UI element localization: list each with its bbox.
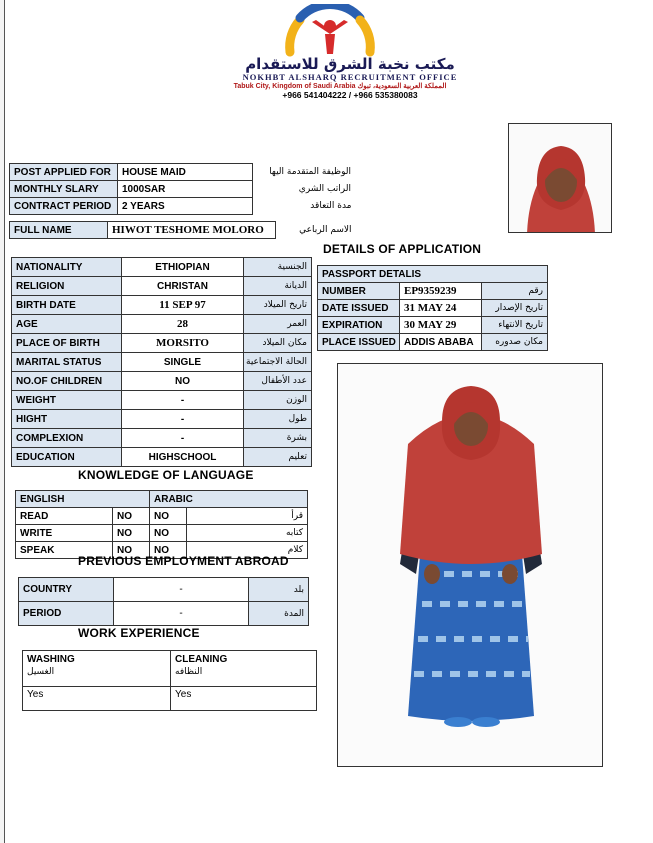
passport-label-arabic: تاريخ الانتهاء — [482, 317, 548, 334]
detail-label-arabic: طول — [244, 410, 312, 429]
work-column-cleaning — [171, 651, 317, 687]
abroad-value: - — [114, 578, 249, 602]
passport-label-arabic: تاريخ الإصدار — [482, 300, 548, 317]
passport-table — [317, 265, 548, 351]
language-skill-arabic: كتابه — [187, 525, 308, 542]
passport-value: 30 MAY 29 — [400, 317, 482, 334]
table-row — [16, 508, 308, 525]
language-skill: SPEAK — [16, 542, 113, 559]
brand-name-arabic: مكتب نخبة الشرق للاستقدام — [245, 55, 455, 73]
table-row — [10, 222, 356, 239]
abroad-table — [18, 577, 309, 626]
detail-label: COMPLEXION — [12, 429, 122, 448]
detail-label: NATIONALITY — [12, 258, 122, 277]
detail-label: NO.OF CHILDREN — [12, 372, 122, 391]
page-edge — [0, 0, 5, 843]
full-name-arabic: الاسم الرباعي — [299, 225, 352, 235]
detail-label-arabic: الديانة — [244, 277, 312, 296]
detail-label-arabic: بشرة — [244, 429, 312, 448]
table-row — [318, 300, 548, 317]
abroad-label: COUNTRY — [19, 578, 114, 602]
arabic-level: NO — [150, 542, 187, 559]
detail-label: MARITAL STATUS — [12, 353, 122, 372]
detail-value: NO — [122, 372, 244, 391]
language-skill: WRITE — [16, 525, 113, 542]
detail-label: EDUCATION — [12, 448, 122, 467]
table-row — [12, 258, 312, 277]
detail-label-arabic: تعليم — [244, 448, 312, 467]
passport-label: DATE ISSUED — [318, 300, 400, 317]
full-name-table — [9, 221, 356, 239]
table-row — [12, 277, 312, 296]
language-col-arabic: ARABIC — [150, 491, 308, 508]
passport-label-arabic: مكان صدوره — [482, 334, 548, 351]
table-row — [12, 372, 312, 391]
abroad-label-arabic: المدة — [249, 602, 309, 626]
detail-value: - — [122, 410, 244, 429]
work-skill-english: WASHING — [27, 654, 75, 665]
job-label: MONTHLY SLARY — [10, 181, 118, 198]
job-label-arabic: الوظيفة المتقدمة اليها — [269, 167, 351, 177]
job-value: 2 YEARS — [118, 198, 253, 215]
brand-name-english: NOKHBT ALSHARQ RECRUITMENT OFFICE — [242, 72, 458, 82]
table-row — [318, 283, 548, 300]
detail-value: - — [122, 429, 244, 448]
detail-label: BIRTH DATE — [12, 296, 122, 315]
detail-value: HIGHSCHOOL — [122, 448, 244, 467]
work-table — [22, 650, 317, 711]
brand-location: Tabuk City, Kingdom of Saudi Arabia المملكة العربية السعودية، تبوك — [233, 83, 447, 90]
job-table — [9, 163, 356, 215]
passport-title: PASSPORT DETALIS — [318, 266, 548, 283]
detail-value: MORSITO — [122, 334, 244, 353]
job-label-arabic: الراتب الشري — [298, 184, 351, 194]
passport-label: PLACE ISSUED — [318, 334, 400, 351]
passport-value: ADDIS ABABA — [400, 334, 482, 351]
detail-label: PLACE OF BIRTH — [12, 334, 122, 353]
work-heading: WORK EXPERIENCE — [78, 626, 200, 640]
portrait-photo — [508, 123, 612, 233]
table-row — [12, 429, 312, 448]
language-col-english: ENGLISH — [16, 491, 150, 508]
detail-label-arabic: الحالة الاجتماعية — [244, 353, 312, 372]
work-skill-arabic: الغسيل — [27, 667, 55, 677]
table-row — [12, 410, 312, 429]
full-name-label: FULL NAME — [10, 222, 108, 239]
brand-phones: +966 541404222 / +966 535380083 — [282, 90, 418, 100]
detail-value: 28 — [122, 315, 244, 334]
passport-label-arabic: رقم — [482, 283, 548, 300]
job-value: 1000SAR — [118, 181, 253, 198]
full-name-value: HIWOT TESHOME MOLORO — [108, 222, 276, 239]
language-table — [15, 490, 308, 559]
abroad-label: PERIOD — [19, 602, 114, 626]
arabic-level: NO — [150, 508, 187, 525]
table-row — [19, 578, 309, 602]
english-level: NO — [113, 508, 150, 525]
table-row — [10, 164, 356, 181]
job-label-arabic: مدة التعاقد — [310, 201, 352, 211]
job-label: POST APPLIED FOR — [10, 164, 118, 181]
language-skill-arabic: قرأ — [187, 508, 308, 525]
passport-label: EXPIRATION — [318, 317, 400, 334]
language-skill: READ — [16, 508, 113, 525]
table-row — [12, 334, 312, 353]
detail-value: - — [122, 391, 244, 410]
work-value: Yes — [171, 687, 317, 711]
detail-value: CHRISTAN — [122, 277, 244, 296]
arabic-level: NO — [150, 525, 187, 542]
work-skill-arabic: النظافه — [175, 667, 203, 677]
table-row — [318, 317, 548, 334]
detail-label-arabic: العمر — [244, 315, 312, 334]
passport-label: NUMBER — [318, 283, 400, 300]
table-row — [10, 198, 356, 215]
detail-label: AGE — [12, 315, 122, 334]
detail-label-arabic: تاريخ الميلاد — [244, 296, 312, 315]
abroad-value: - — [114, 602, 249, 626]
detail-label-arabic: مكان الميلاد — [244, 334, 312, 353]
detail-value: SINGLE — [122, 353, 244, 372]
detail-label-arabic: الجنسية — [244, 258, 312, 277]
table-row — [16, 525, 308, 542]
english-level: NO — [113, 542, 150, 559]
table-row — [12, 353, 312, 372]
work-skill-english: CLEANING — [175, 654, 228, 665]
details-heading: DETAILS OF APPLICATION — [323, 242, 482, 256]
work-value: Yes — [23, 687, 171, 711]
table-row — [12, 391, 312, 410]
english-level: NO — [113, 525, 150, 542]
table-row — [12, 315, 312, 334]
detail-value: 11 SEP 97 — [122, 296, 244, 315]
table-row — [16, 491, 308, 508]
full-body-photo — [337, 363, 603, 767]
language-heading: KNOWLEDGE OF LANGUAGE — [78, 468, 254, 482]
abroad-heading: PREVIOUS EMPLOYMENT ABROAD — [78, 554, 289, 568]
table-row — [12, 448, 312, 467]
job-value: HOUSE MAID — [118, 164, 253, 181]
language-skill-arabic: كلام — [187, 542, 308, 559]
detail-label-arabic: عدد الأطفال — [244, 372, 312, 391]
detail-label: WEIGHT — [12, 391, 122, 410]
work-column-washing — [23, 651, 171, 687]
table-row — [19, 602, 309, 626]
table-row — [23, 651, 317, 687]
table-row — [12, 296, 312, 315]
detail-label: RELIGION — [12, 277, 122, 296]
table-row — [10, 181, 356, 198]
table-row — [318, 334, 548, 351]
passport-value: 31 MAY 24 — [400, 300, 482, 317]
personal-details-table — [11, 257, 312, 467]
table-row — [318, 266, 548, 283]
detail-value: ETHIOPIAN — [122, 258, 244, 277]
detail-label: HIGHT — [12, 410, 122, 429]
table-row — [23, 687, 317, 711]
job-label: CONTRACT PERIOD — [10, 198, 118, 215]
passport-value: EP9359239 — [400, 283, 482, 300]
detail-label-arabic: الوزن — [244, 391, 312, 410]
abroad-label-arabic: بلد — [249, 578, 309, 602]
